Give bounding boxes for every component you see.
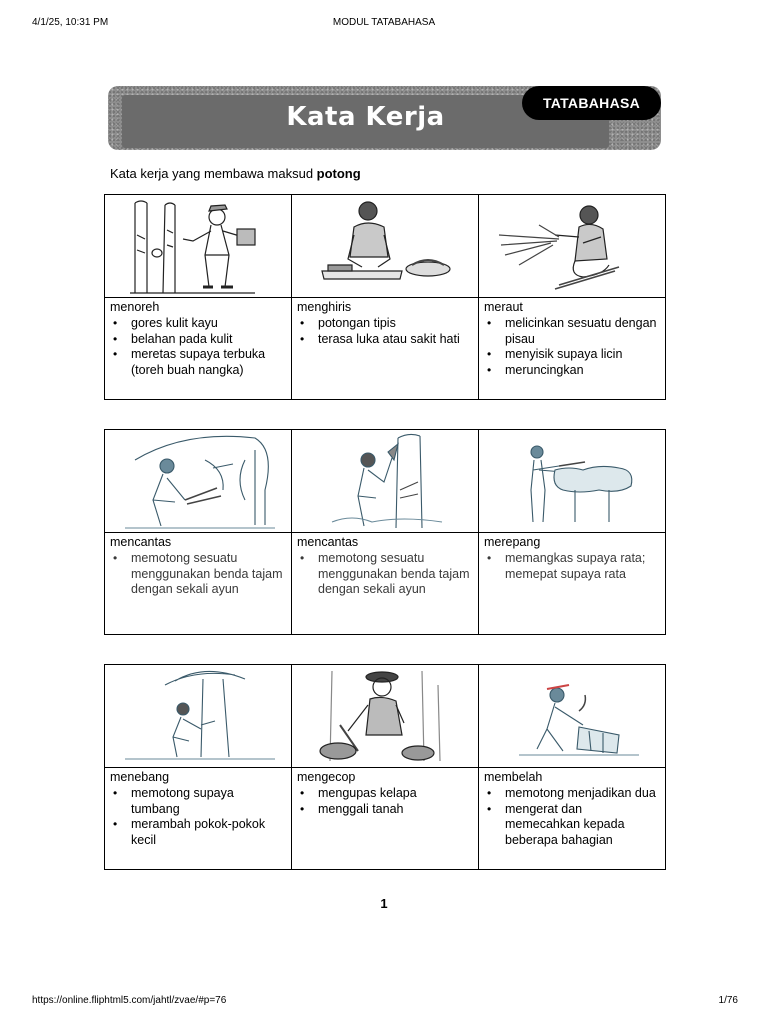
lopping-branch-illustration xyxy=(105,430,291,532)
illustration-cell xyxy=(105,430,292,533)
illustration-cell xyxy=(479,665,665,768)
vocab-word: mencantas xyxy=(297,535,359,549)
vocab-table-1 xyxy=(104,194,666,400)
vocab-word: menebang xyxy=(110,770,170,784)
page-number: 1 xyxy=(380,896,388,911)
intro-keyword: potong xyxy=(316,166,361,181)
vocab-word: merepang xyxy=(484,535,541,549)
illustration-cell xyxy=(105,665,292,768)
vocab-cell xyxy=(479,768,665,869)
vocab-word: mengecop xyxy=(297,770,356,784)
definition-list xyxy=(297,551,472,598)
definition-item: • terasa luka atau sakit hati xyxy=(297,332,472,348)
definition-list xyxy=(297,316,472,347)
definition-item: • meruncingkan xyxy=(484,363,659,379)
print-url[interactable]: https://online.fliphtml5.com/jahtl/zvae/#p=76 xyxy=(32,995,227,1006)
definition-item: • menggali tanah xyxy=(297,802,472,818)
definition-item: • potongan tipis xyxy=(297,316,472,332)
page-title: Kata Kerja xyxy=(286,102,445,132)
intro-text xyxy=(110,166,361,181)
definition-item: • belahan pada kulit xyxy=(110,332,285,348)
definition-list xyxy=(297,786,472,817)
vocab-cell xyxy=(292,298,479,399)
vocab-word: menoreh xyxy=(110,300,160,314)
vocab-table-3 xyxy=(104,664,666,870)
illustration-cell xyxy=(479,430,665,533)
definition-item: • melicinkan sesuatu dengan pisau xyxy=(484,316,659,347)
slicing-illustration xyxy=(292,195,478,297)
definition-list xyxy=(110,551,285,598)
illustration-cell xyxy=(292,430,479,533)
vocab-word: meraut xyxy=(484,300,523,314)
rubber-tapping-illustration xyxy=(105,195,291,297)
illustration-cell xyxy=(105,195,292,298)
definition-item: • memotong sesuatu menggunakan benda tajam dengan sekali ayun xyxy=(110,551,285,598)
definition-list xyxy=(110,316,285,378)
vocab-cell xyxy=(105,533,292,634)
vocab-cell xyxy=(292,768,479,869)
vocab-word: menghiris xyxy=(297,300,352,314)
definition-item: • memotong supaya tumbang xyxy=(110,786,285,817)
definition-item: • merambah pokok-pokok kecil xyxy=(110,817,285,848)
intro-prefix: Kata kerja yang membawa maksud xyxy=(110,166,317,181)
definition-item: • memotong menjadikan dua xyxy=(484,786,659,802)
definition-item: • meretas supaya terbuka (toreh buah nangka) xyxy=(110,347,285,378)
hacking-trunk-illustration xyxy=(292,430,478,532)
definition-item: • menyisik supaya licin xyxy=(484,347,659,363)
definition-item: • mengupas kelapa xyxy=(297,786,472,802)
definition-item: • memangkas supaya rata; memepat supaya rata xyxy=(484,551,659,582)
definition-list xyxy=(484,316,659,378)
splitting-wood-illustration xyxy=(479,665,665,767)
print-page-count: 1/76 xyxy=(718,995,738,1006)
definition-list xyxy=(484,786,659,848)
vocab-word: membelah xyxy=(484,770,543,784)
vocab-cell xyxy=(479,533,665,634)
definition-item: • mengerat dan memecahkan kepada beberapa bahagian xyxy=(484,802,659,849)
vocab-table-2 xyxy=(104,429,666,635)
vocab-word: mencantas xyxy=(110,535,172,549)
vocab-cell xyxy=(105,768,292,869)
tree-felling-illustration xyxy=(105,665,291,767)
vocab-cell xyxy=(105,298,292,399)
definition-item: • memotong sesuatu menggunakan benda tajam dengan sekali ayun xyxy=(297,551,472,598)
section-tag: TATABAHASA xyxy=(522,86,661,120)
illustration-cell xyxy=(292,665,479,768)
whittling-illustration xyxy=(479,195,665,297)
hoeing-illustration xyxy=(292,665,478,767)
illustration-cell xyxy=(292,195,479,298)
print-title: MODUL TATABAHASA xyxy=(332,17,436,28)
definition-list xyxy=(484,551,659,582)
definition-item: • gores kulit kayu xyxy=(110,316,285,332)
vocab-cell xyxy=(292,533,479,634)
vocab-cell xyxy=(479,298,665,399)
illustration-cell xyxy=(479,195,665,298)
definition-list xyxy=(110,786,285,848)
print-datetime: 4/1/25, 10:31 PM xyxy=(32,17,109,28)
title-banner xyxy=(108,86,661,150)
hedge-trimming-illustration xyxy=(479,430,665,532)
